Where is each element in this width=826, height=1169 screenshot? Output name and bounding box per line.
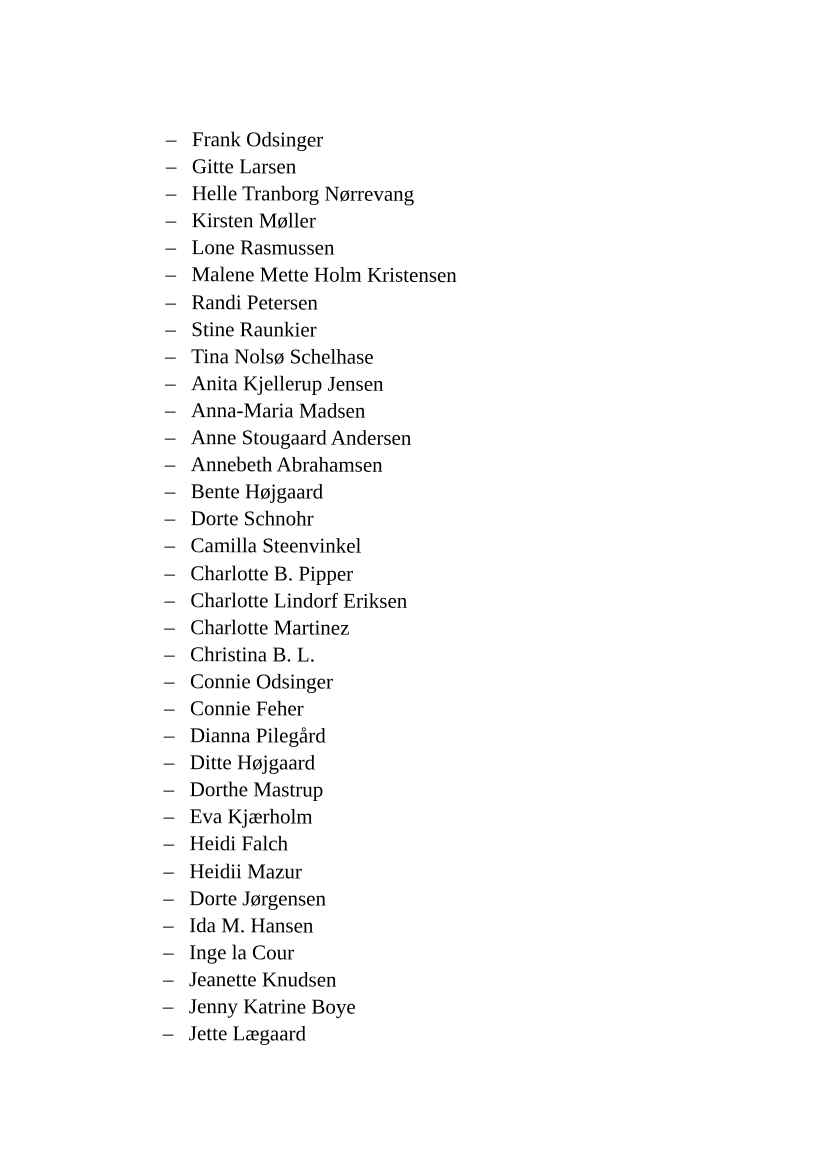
list-dash: – — [163, 858, 174, 883]
person-name: Annebeth Abrahamsen — [190, 452, 383, 477]
person-name: Anita Kjellerup Jensen — [191, 370, 384, 396]
person-name: Malene Mette Holm Kristensen — [191, 262, 457, 288]
list-dash: – — [164, 641, 175, 666]
list-dash: – — [162, 1021, 174, 1046]
person-name: Ditte Højgaard — [189, 750, 316, 775]
person-name: Dorte Jørgensen — [189, 885, 327, 911]
person-name: Bente Højgaard — [190, 479, 324, 504]
list-dash: – — [163, 885, 174, 910]
list-dash: – — [164, 668, 175, 693]
list-dash: – — [163, 777, 175, 802]
person-name: Eva Kjærholm — [189, 804, 313, 829]
list-dash: – — [165, 370, 176, 395]
list-item — [164, 641, 455, 669]
person-name: Connie Odsinger — [190, 668, 334, 694]
list-dash: – — [164, 479, 176, 504]
list-item — [165, 370, 456, 398]
person-name: Helle Tranborg Nørrevang — [191, 181, 415, 207]
person-name: Jenny Katrine Boye — [188, 994, 356, 1019]
list-dash: – — [165, 316, 176, 341]
list-dash: – — [162, 993, 174, 1019]
list-item — [165, 478, 456, 506]
list-item — [164, 559, 455, 587]
list-dash: – — [165, 208, 177, 233]
person-name: Tina Nolsø Schelhase — [191, 343, 374, 369]
list-dash: – — [165, 289, 176, 314]
list-dash: – — [165, 343, 176, 368]
list-item — [166, 126, 457, 154]
list-dash: – — [164, 425, 176, 450]
list-item — [166, 180, 457, 208]
person-name: Inge la Cour — [189, 939, 295, 965]
list-item — [164, 668, 455, 696]
person-name: Anna-Maria Madsen — [190, 398, 366, 423]
person-name: Dorthe Mastrup — [189, 777, 324, 802]
list-item — [163, 830, 454, 858]
list-dash: – — [164, 533, 176, 558]
list-dash: – — [165, 154, 177, 179]
list-dash: – — [163, 804, 175, 829]
list-item — [165, 424, 456, 452]
person-name: Lone Rasmussen — [191, 235, 335, 260]
list-dash: – — [163, 831, 175, 856]
list-item — [163, 912, 454, 940]
list-item — [163, 939, 454, 967]
person-name: Stine Raunkier — [191, 316, 317, 342]
person-name: Gitte Larsen — [191, 154, 297, 179]
person-name: Dorte Schnohr — [190, 506, 314, 531]
list-item — [166, 207, 457, 235]
person-name: Christina B. L. — [190, 641, 316, 667]
person-name: Jeanette Knudsen — [188, 966, 337, 992]
list-item — [164, 803, 455, 831]
list-item — [165, 451, 456, 479]
list-item — [164, 587, 455, 615]
list-item — [165, 343, 456, 371]
person-name: Heidii Mazur — [189, 858, 302, 884]
list-item — [164, 749, 455, 777]
list-dash: – — [164, 587, 175, 612]
list-dash: – — [163, 750, 175, 775]
list-item — [166, 234, 457, 262]
list-item — [163, 858, 454, 886]
list-dash: – — [164, 614, 175, 639]
list-item — [165, 316, 456, 344]
list-item — [164, 695, 455, 723]
person-name: Randi Petersen — [191, 289, 318, 315]
list-item — [165, 261, 456, 289]
list-dash: – — [164, 506, 176, 531]
list-item — [163, 966, 454, 994]
person-name: Kirsten Møller — [191, 208, 316, 233]
person-name: Connie Feher — [189, 696, 304, 721]
person-name: Anne Stougaard Andersen — [190, 425, 412, 450]
person-name: Ida M. Hansen — [189, 912, 314, 938]
list-dash: – — [165, 181, 177, 206]
list-dash: – — [163, 695, 175, 721]
list-item — [163, 993, 454, 1021]
list-dash: – — [163, 912, 174, 937]
list-item — [164, 532, 455, 560]
person-name: Dianna Pilegård — [189, 723, 326, 748]
person-name: Charlotte Martinez — [190, 614, 350, 640]
list-item — [165, 397, 456, 425]
list-item — [163, 1020, 454, 1048]
person-name: Charlotte B. Pipper — [190, 560, 354, 586]
list-item — [164, 614, 455, 642]
list-dash: – — [163, 723, 175, 748]
person-name: Heidi Falch — [189, 831, 289, 856]
person-name: Jette Lægaard — [188, 1021, 307, 1046]
list-dash: – — [164, 452, 176, 477]
list-dash: – — [165, 126, 177, 152]
list-dash: – — [164, 560, 175, 585]
list-dash: – — [165, 235, 177, 260]
person-name: Camilla Steenvinkel — [190, 533, 362, 559]
person-name: Frank Odsinger — [191, 127, 324, 152]
list-dash: – — [165, 262, 177, 287]
name-list — [163, 126, 458, 1048]
list-dash: – — [163, 939, 174, 964]
list-dash: – — [164, 397, 176, 422]
list-item — [163, 885, 454, 913]
list-item — [164, 776, 455, 804]
list-item — [164, 722, 455, 750]
list-item — [166, 153, 457, 181]
list-item — [165, 505, 456, 533]
list-item — [165, 289, 456, 317]
person-name: Charlotte Lindorf Eriksen — [190, 587, 408, 613]
list-dash: – — [162, 966, 174, 991]
